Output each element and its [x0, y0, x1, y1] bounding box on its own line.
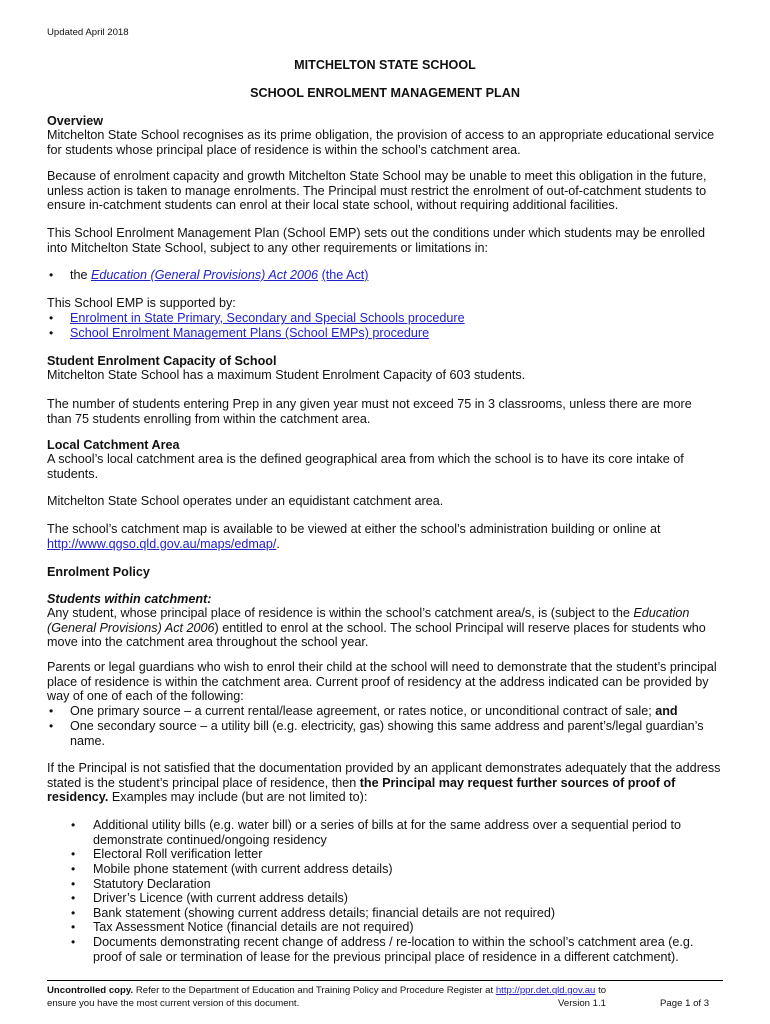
overview-paragraph-1: Mitchelton State School recognises as its prime obligation, the provision of access to an appropriate educational service for students whose principal place of residence is within the school’s catchment area. [47, 128, 715, 157]
prep-paragraph: The number of students entering Prep in any given year must not exceed 75 in 3 classrooms, unless there are more than 75 students enrolling from within the catchment area. [47, 397, 692, 426]
footer-line-1: Uncontrolled copy. Refer to the Department of Education and Training Policy and Procedure Register at http://ppr.det.qld.gov.au to [47, 985, 607, 996]
bullet-icon: • [71, 862, 76, 876]
catchment-paragraph-1: A school’s local catchment area is the defined geographical area from which the school is to have its core intake of students. [47, 452, 684, 481]
bullet-icon: • [71, 935, 76, 949]
example-item: Tax Assessment Notice (financial details are not required) [93, 920, 414, 934]
catchment-map-link[interactable]: http://www.qgso.qld.gov.au/maps/edmap/ [47, 536, 277, 551]
page-number: Page 1 of 3 [660, 998, 710, 1009]
act-suffix-link[interactable]: (the Act) [321, 268, 369, 282]
example-item: Additional utility bills (e.g. water bill) or a series of bills at for the same address over a sequential period to [93, 818, 681, 832]
capacity-line: Mitchelton State School has a maximum Student Enrolment Capacity of 603 students. [47, 368, 526, 382]
act-reference: the Education (General Provisions) Act 2006 (the Act) [70, 268, 369, 282]
supported-by: This School EMP is supported by: [47, 296, 236, 310]
policy-paragraph-3: If the Principal is not satisfied that the documentation provided by an applicant demonstrates adequately that the address stated is the student’s principal place of residence, then the Principal may request further sources of proof of residency. Examples may include (but are not limited to): [47, 761, 721, 805]
bullet-icon: • [71, 920, 76, 934]
plan-title: SCHOOL ENROLMENT MANAGEMENT PLAN [250, 86, 520, 100]
policy-paragraph-2: Parents or legal guardians who wish to enrol their child at the school will need to demonstrate that the student’s principal place of residence is within the catchment area. Current proof of residency at the address indicated can be provided by way of one of each of the following: [47, 660, 717, 704]
bullet-icon: • [49, 704, 54, 718]
emp-procedure-link[interactable]: School Enrolment Management Plans (School EMPs) procedure [70, 326, 430, 340]
school-title: MITCHELTON STATE SCHOOL [294, 58, 476, 72]
footer-line-2: ensure you have the most current version of this document. [47, 998, 300, 1009]
example-item: Electoral Roll verification letter [93, 847, 263, 861]
overview-paragraph-2: Because of enrolment capacity and growth Mitchelton State School may be unable to meet this obligation in the future, unless action is taken to manage enrolments. The Principal must restrict the enrolment of out-of-catchment students to ensure in-catchment students can enrol at their local state school, without requiring additional facilities. [47, 169, 707, 213]
catchment-paragraph-3: The school’s catchment map is available to be viewed at either the school’s administration building or online at http://www.qgso.qld.gov.au/maps/edmap/. [47, 522, 661, 551]
example-item-continued: proof of sale or termination of lease for the previous principal place of residence in a different catchment). [93, 950, 679, 964]
updated-date: Updated April 2018 [47, 27, 129, 38]
overview-heading: Overview [47, 114, 104, 128]
example-item: Driver’s Licence (with current address details) [93, 891, 349, 905]
policy-heading: Enrolment Policy [47, 565, 150, 579]
example-item: Bank statement (showing current address details; financial details are not required) [93, 906, 556, 920]
example-item: Documents demonstrating recent change of address / re-location to within the school’s catchment area (e.g. [93, 935, 694, 949]
bullet-icon: • [71, 818, 76, 832]
overview-paragraph-3: This School Enrolment Management Plan (School EMP) sets out the conditions under which students may be enrolled into Mitchelton State School, subject to any other requirements or limitations in: [47, 226, 706, 255]
version-label: Version 1.1 [558, 998, 607, 1009]
example-item: Mobile phone statement (with current address details) [93, 862, 393, 876]
bullet-icon: • [71, 877, 76, 891]
ppr-link[interactable]: http://ppr.det.qld.gov.au [495, 985, 596, 996]
bullet-icon: • [49, 326, 54, 340]
act-link[interactable]: Education (General Provisions) Act 2006 [91, 268, 319, 282]
enrolment-procedure-link[interactable]: Enrolment in State Primary, Secondary and Special Schools procedure [70, 311, 465, 325]
catchment-paragraph-2: Mitchelton State School operates under an equidistant catchment area. [47, 494, 444, 508]
bullet-icon: • [49, 311, 54, 325]
catchment-heading: Local Catchment Area [47, 438, 180, 452]
policy-paragraph-1: Any student, whose principal place of residence is within the school’s catchment area/s, is (subject to the Education (General Provisions) Act 2006) entitled to enrol at the school. The school Principal will reserve places for students who move into the catchment area throughout the school year. [47, 606, 706, 650]
bullet-icon: • [71, 891, 76, 905]
primary-source-item: One primary source – a current rental/lease agreement, or rates notice, or unconditional contract of sale; and [70, 704, 678, 718]
footer-divider [47, 980, 723, 981]
secondary-source-item: One secondary source – a utility bill (e.g. electricity, gas) showing this same address and parent’s/legal guardian’s name. [70, 719, 704, 748]
bullet-icon: • [49, 719, 54, 733]
example-item: Statutory Declaration [93, 877, 211, 891]
bullet-icon: • [71, 847, 76, 861]
within-catchment-heading: Students within catchment: [47, 592, 212, 606]
bullet-icon: • [71, 906, 76, 920]
capacity-heading: Student Enrolment Capacity of School [47, 354, 277, 368]
bullet-icon: • [49, 268, 54, 282]
example-item-continued: demonstrate continued/ongoing residency [93, 833, 327, 847]
